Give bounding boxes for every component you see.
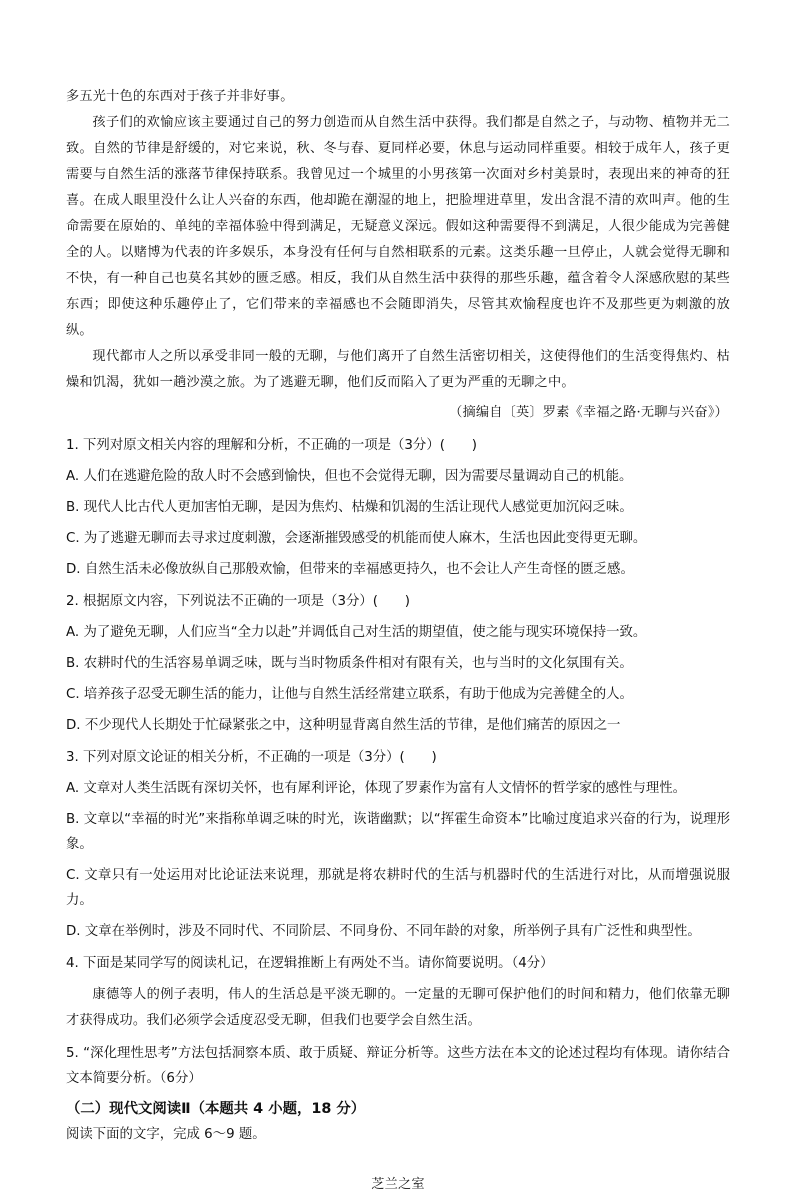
question-4: 4. 下面是某同学写的阅读札记，在逻辑推断上有两处不当。请你简要说明。（4分） [66,956,554,971]
option-1a: A. 人们在逃避危险的敌人时不会感到愉快，但也不会觉得无聊，因为需要尽量调动自己的机能。 [66,469,633,484]
option-2a: A. 为了避免无聊，人们应当“全力以赴”并调低自己对生活的期望值，使之能与现实环境保持一致。 [66,625,647,640]
passage-paragraph: 孩子们的欢愉应该主要通过自己的努力创造而从自然生活中获得。我们都是自然之子，与动物、植物并无二致。自然的节律是舒缓的，对它来说，秋、冬与春、夏同样必要，休息与运动同样重要。相较于成年人，孩子更需要与自然生活的涨落节律保持联系。我曾见过一个城里的小男孩第一次面对乡村美景时，表现出来的神奇的狂喜。在成人眼里没什么让人兴奋的东西，他却跪在潮湿的地上，把脸埋进草里，发出含混不清的欢叫声。他的生命需要在原始的、单纯的幸福体验中得到满足，无疑意义深远。假如这种需要得不到满足，人很少能成为完善健全的人。以赌博为代表的许多娱乐，本身没有任何与自然相联系的元素。这类乐趣一旦停止，人就会觉得无聊和不快，有一种自己也莫名其妙的匮乏感。相反，我们从自然生活中获得的那些乐趣，蕴含着令人深感欣慰的某些东西；即使这种乐趣停止了，它们带来的幸福感也不会随即消失，尽管其欢愉程度也许不及那些更为刺激的放纵。 [66,115,730,338]
option-3c: C. 文章只有一处运用对比论证法来说理，那就是将农耕时代的生活与机器时代的生活进行对比，从而增强说服力。 [66,868,730,908]
passage-title: 芝兰之室 [371,1177,425,1192]
option-3d: D. 文章在举例时，涉及不同时代、不同阶层、不同身份、不同年龄的对象，所举例子具有广泛性和典型性。 [66,924,701,939]
question-1: 1. 下列对原文相关内容的理解和分析，不正确的一项是（3分）( ) [66,438,477,453]
passage-source: （摘编自〔英〕罗素《幸福之路·无聊与兴奋》） [449,405,728,420]
reading-note: 康德等人的例子表明，伟人的生活总是平淡无聊的。一定量的无聊可保护他们的时间和精力，他们依靠无聊才获得成功。我们必须学会适度忍受无聊，但我们也要学会自然生活。 [66,987,730,1028]
passage-paragraph: 多五光十色的东西对于孩子并非好事。 [66,89,294,104]
section-heading: （二）现代文阅读Ⅱ（本题共 4 小题，18 分） [66,1101,366,1117]
option-2b: B. 农耕时代的生活容易单调乏味，既与当时物质条件相对有限有关，也与当时的文化氛围有关。 [66,656,633,671]
option-3b: B. 文章以“幸福的时光”来指称单调乏味的时光，诙谐幽默；以“挥霍生命资本”比喻过度追求兴奋的行为，说理形象。 [66,812,730,852]
option-2d: D. 不少现代人长期处于忙碌紧张之中，这种明显背离自然生活的节律，是他们痛苦的原因之一 [66,718,621,733]
section-instruction: 阅读下面的文字，完成 6～9 题。 [66,1127,266,1142]
option-1d: D. 自然生活未必像放纵自己那般欢愉，但带来的幸福感更持久，也不会让人产生奇怪的匮乏感。 [66,562,634,577]
passage-paragraph: 现代都市人之所以承受非同一般的无聊，与他们离开了自然生活密切相关，这使得他们的生活变得焦灼、枯燥和饥渴，犹如一趟沙漠之旅。为了逃避无聊，他们反而陷入了更为严重的无聊之中。 [66,349,730,390]
question-3: 3. 下列对原文论证的相关分析，不正确的一项是（3分）( ) [66,750,437,765]
option-1b: B. 现代人比古代人更加害怕无聊，是因为焦灼、枯燥和饥渴的生活让现代人感觉更加沉闷乏味。 [66,500,633,515]
option-3a: A. 文章对人类生活既有深切关怀，也有犀利评论，体现了罗素作为富有人文情怀的哲学家的感性与理性。 [66,781,687,796]
option-1c: C. 为了逃避无聊而去寻求过度刺激，会逐渐摧毁感受的机能而使人麻木，生活也因此变得更无聊。 [66,531,647,546]
option-2c: C. 培养孩子忍受无聊生活的能力，让他与自然生活经常建立联系，有助于他成为完善健全的人。 [66,687,633,702]
question-5: 5. “深化理性思考”方法包括洞察本质、敢于质疑、辩证分析等。这些方法在本文的论述过程均有体现。请你结合文本简要分析。（6分） [66,1046,730,1086]
question-2: 2. 根据原文内容，下列说法不正确的一项是（3分）( ) [66,594,410,609]
